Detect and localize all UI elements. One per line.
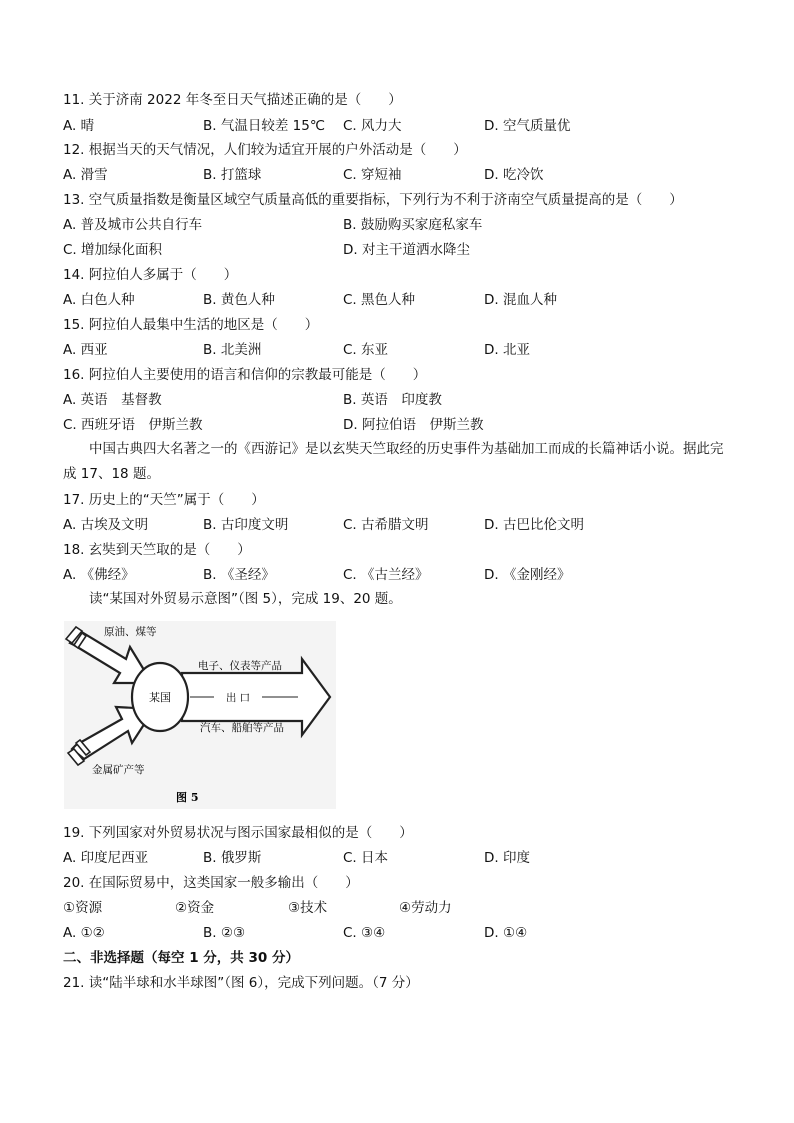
q17-option-c: C. 古希腊文明 [343,517,429,533]
q18-option-a: A. 《佛经》 [63,567,135,583]
q13-option-d: D. 对主干道洒水降尘 [343,242,470,258]
q18-option-b: B. 《圣经》 [203,567,275,583]
q13-option-b: B. 鼓励购买家庭私家车 [343,217,483,233]
q19-option-b: B. 俄罗斯 [203,850,262,866]
question-17-stem: 17. 历史上的“天竺”属于（ ） [63,492,265,508]
q20-option-d: D. ①④ [484,925,528,941]
question-18-stem: 18. 玄奘到天竺取的是（ ） [63,542,251,558]
section-2-title: 二、非选择题（每空 1 分，共 30 分） [63,950,299,966]
q18-option-d: D. 《金刚经》 [484,567,571,583]
figure-caption: 图 5 [176,791,199,804]
q15-option-a: A. 西亚 [63,342,108,358]
q20-item-4: ④劳动力 [399,900,452,916]
q16-option-b: B. 英语 印度教 [343,392,442,408]
q17-option-b: B. 古印度文明 [203,517,289,533]
q14-option-d: D. 混血人种 [484,292,557,308]
q11-option-b: B. 气温日较差 15℃ [203,118,325,134]
q13-option-a: A. 普及城市公共自行车 [63,217,203,233]
question-21-stem: 21. 读“陆半球和水半球图”（图 6），完成下列问题。（7 分） [63,975,419,991]
q19-option-d: D. 印度 [484,850,530,866]
export-mid-label: 出 口 [225,692,251,704]
question-12-stem: 12. 根据当天的天气情况，人们较为适宜开展的户外活动是（ ） [63,142,467,158]
q11-option-d: D. 空气质量优 [484,118,571,134]
q11-option-c: C. 风力大 [343,118,402,134]
q19-option-a: A. 印度尼西亚 [63,850,149,866]
import-bottom-label: 金属矿产等 [92,764,145,776]
q12-option-c: C. 穿短袖 [343,167,402,183]
q11-option-a: A. 晴 [63,118,95,134]
q20-item-1: ①资源 [63,900,103,916]
q19-option-c: C. 日本 [343,850,389,866]
question-11-stem: 11. 关于济南 2022 年冬至日天气描述正确的是（ ） [63,92,402,108]
q20-option-c: C. ③④ [343,925,386,941]
export-bottom-label: 汽车、船舶等产品 [200,722,284,734]
question-15-stem: 15. 阿拉伯人最集中生活的地区是（ ） [63,317,319,333]
q15-option-d: D. 北亚 [484,342,530,358]
q12-option-b: B. 打篮球 [203,167,262,183]
passage-trade: 读“某国对外贸易示意图”（图 5），完成 19、20 题。 [89,591,402,607]
q15-option-c: C. 东亚 [343,342,389,358]
q14-option-a: A. 白色人种 [63,292,135,308]
q17-option-d: D. 古巴比伦文明 [484,517,584,533]
q17-option-a: A. 古埃及文明 [63,517,149,533]
center-country-label: 某国 [149,691,171,704]
q20-item-2: ②资金 [175,900,215,916]
q20-option-b: B. ②③ [203,925,246,941]
q16-option-d: D. 阿拉伯语 伊斯兰教 [343,417,484,433]
q20-option-a: A. ①② [63,925,105,941]
q16-option-a: A. 英语 基督教 [63,392,162,408]
q16-option-c: C. 西班牙语 伊斯兰教 [63,417,203,433]
question-19-stem: 19. 下列国家对外贸易状况与图示国家最相似的是（ ） [63,825,413,841]
question-16-stem: 16. 阿拉伯人主要使用的语言和信仰的宗教最可能是（ ） [63,367,427,383]
q20-item-3: ③技术 [288,900,328,916]
q14-option-b: B. 黄色人种 [203,292,275,308]
q18-option-c: C. 《古兰经》 [343,567,429,583]
question-20-stem: 20. 在国际贸易中，这类国家一般多输出（ ） [63,875,359,891]
trade-diagram-figure [64,621,336,809]
q13-option-c: C. 增加绿化面积 [63,242,163,258]
q12-option-d: D. 吃冷饮 [484,167,544,183]
export-top-label: 电子、仪表等产品 [198,660,282,672]
question-14-stem: 14. 阿拉伯人多属于（ ） [63,267,238,283]
passage-xiyouji: 中国古典四大名著之一的《西游记》是以玄奘天竺取经的历史事件为基础加工而成的长篇神话小说。据此完成 17、18 题。 [63,441,724,482]
import-top-label: 原油、煤等 [104,626,157,638]
q15-option-b: B. 北美洲 [203,342,262,358]
q12-option-a: A. 滑雪 [63,167,108,183]
q14-option-c: C. 黑色人种 [343,292,416,308]
question-13-stem: 13. 空气质量指数是衡量区域空气质量高低的重要指标，下列行为不利于济南空气质量提高的是（ ） [63,192,683,208]
